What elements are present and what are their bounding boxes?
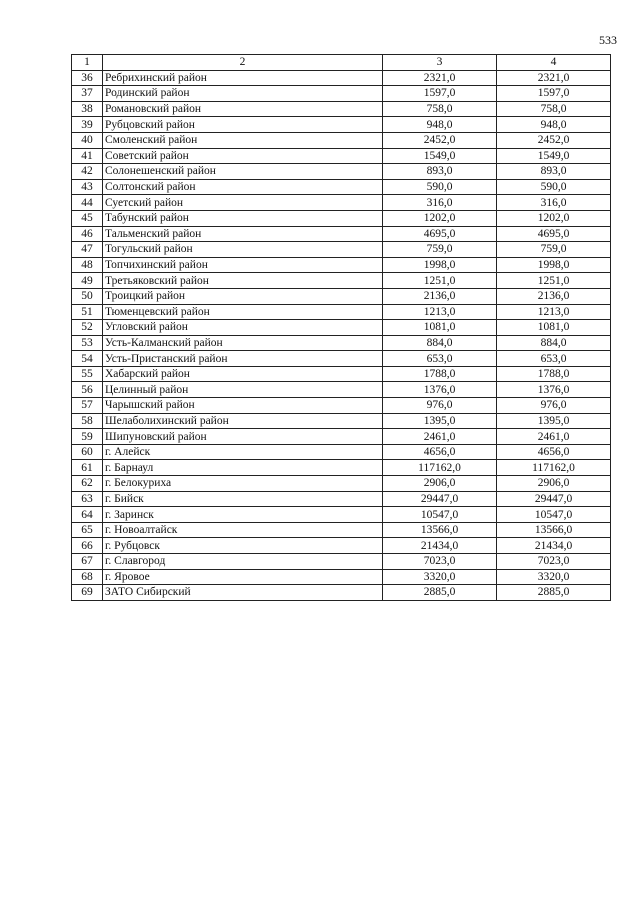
value-col-3: 1788,0: [383, 366, 497, 382]
value-col-3: 4695,0: [383, 226, 497, 242]
table-row: [72, 273, 611, 289]
district-name: ЗАТО Сибирский: [103, 585, 383, 601]
district-name: Родинский район: [103, 86, 383, 102]
value-col-3: 21434,0: [383, 538, 497, 554]
value-col-3: 2885,0: [383, 585, 497, 601]
value-col-3: 2452,0: [383, 132, 497, 148]
row-number: 65: [72, 522, 103, 538]
value-col-3: 2136,0: [383, 288, 497, 304]
district-name: г. Белокуриха: [103, 476, 383, 492]
value-col-4: 3320,0: [497, 569, 611, 585]
table-row: [72, 491, 611, 507]
table-row: [72, 70, 611, 86]
value-col-3: 1202,0: [383, 210, 497, 226]
district-name: Рубцовский район: [103, 117, 383, 133]
table-row: [72, 444, 611, 460]
district-name: г. Алейск: [103, 444, 383, 460]
value-col-3: 1549,0: [383, 148, 497, 164]
district-name: Третьяковский район: [103, 273, 383, 289]
district-name: Целинный район: [103, 382, 383, 398]
value-col-4: 1081,0: [497, 320, 611, 336]
table-row: [72, 366, 611, 382]
table-row: [72, 257, 611, 273]
row-number: 45: [72, 210, 103, 226]
district-name: г. Новоалтайск: [103, 522, 383, 538]
value-col-3: 2906,0: [383, 476, 497, 492]
table-row: [72, 288, 611, 304]
row-number: 42: [72, 164, 103, 180]
table-row: [72, 429, 611, 445]
row-number: 39: [72, 117, 103, 133]
row-number: 40: [72, 132, 103, 148]
header-row: [72, 55, 611, 71]
district-name: Ребрихинский район: [103, 70, 383, 86]
table-row: [72, 382, 611, 398]
value-col-3: 893,0: [383, 164, 497, 180]
value-col-4: 759,0: [497, 242, 611, 258]
district-name: г. Яровое: [103, 569, 383, 585]
value-col-4: 29447,0: [497, 491, 611, 507]
district-name: Усть-Калманский район: [103, 335, 383, 351]
row-number: 48: [72, 257, 103, 273]
table-row: [72, 101, 611, 117]
district-name: Табунский район: [103, 210, 383, 226]
district-name: г. Бийск: [103, 491, 383, 507]
row-number: 61: [72, 460, 103, 476]
row-number: 69: [72, 585, 103, 601]
table-row: [72, 335, 611, 351]
row-number: 36: [72, 70, 103, 86]
value-col-4: 10547,0: [497, 507, 611, 523]
value-col-4: 2136,0: [497, 288, 611, 304]
row-number: 62: [72, 476, 103, 492]
row-number: 68: [72, 569, 103, 585]
district-name: г. Рубцовск: [103, 538, 383, 554]
table-row: [72, 304, 611, 320]
value-col-4: 13566,0: [497, 522, 611, 538]
row-number: 66: [72, 538, 103, 554]
value-col-4: 1376,0: [497, 382, 611, 398]
row-number: 51: [72, 304, 103, 320]
table-row: [72, 210, 611, 226]
value-col-4: 590,0: [497, 179, 611, 195]
row-number: 54: [72, 351, 103, 367]
value-col-4: 316,0: [497, 195, 611, 211]
value-col-3: 653,0: [383, 351, 497, 367]
table-row: [72, 538, 611, 554]
district-name: Тогульский район: [103, 242, 383, 258]
value-col-3: 1213,0: [383, 304, 497, 320]
value-col-3: 759,0: [383, 242, 497, 258]
table-row: [72, 413, 611, 429]
district-name: г. Барнаул: [103, 460, 383, 476]
table-row: [72, 351, 611, 367]
value-col-3: 13566,0: [383, 522, 497, 538]
value-col-3: 1998,0: [383, 257, 497, 273]
district-name: Хабарский район: [103, 366, 383, 382]
value-col-3: 29447,0: [383, 491, 497, 507]
table-row: [72, 522, 611, 538]
value-col-3: 2461,0: [383, 429, 497, 445]
row-number: 64: [72, 507, 103, 523]
value-col-4: 2321,0: [497, 70, 611, 86]
value-col-4: 948,0: [497, 117, 611, 133]
table-row: [72, 476, 611, 492]
table-row: [72, 398, 611, 414]
table-row: [72, 320, 611, 336]
table-row: [72, 117, 611, 133]
row-number: 47: [72, 242, 103, 258]
table-row: [72, 569, 611, 585]
table-row: [72, 554, 611, 570]
value-col-4: 1202,0: [497, 210, 611, 226]
table-row: [72, 132, 611, 148]
row-number: 55: [72, 366, 103, 382]
value-col-4: 758,0: [497, 101, 611, 117]
value-col-3: 4656,0: [383, 444, 497, 460]
district-name: Усть-Пристанский район: [103, 351, 383, 367]
value-col-3: 1081,0: [383, 320, 497, 336]
value-col-3: 590,0: [383, 179, 497, 195]
district-name: Топчихинский район: [103, 257, 383, 273]
row-number: 57: [72, 398, 103, 414]
table-row: [72, 226, 611, 242]
column-header-4: 4: [497, 55, 611, 71]
district-name: Троицкий район: [103, 288, 383, 304]
value-col-3: 10547,0: [383, 507, 497, 523]
district-name: Шелаболихинский район: [103, 413, 383, 429]
district-name: г. Заринск: [103, 507, 383, 523]
value-col-4: 1788,0: [497, 366, 611, 382]
table-row: [72, 148, 611, 164]
table-body: [72, 70, 611, 600]
column-header-2: 2: [103, 55, 383, 71]
value-col-3: 117162,0: [383, 460, 497, 476]
district-name: Солонешенский район: [103, 164, 383, 180]
value-col-4: 893,0: [497, 164, 611, 180]
value-col-3: 1251,0: [383, 273, 497, 289]
value-col-3: 758,0: [383, 101, 497, 117]
table-row: [72, 164, 611, 180]
row-number: 52: [72, 320, 103, 336]
row-number: 58: [72, 413, 103, 429]
row-number: 43: [72, 179, 103, 195]
district-name: Солтонский район: [103, 179, 383, 195]
value-col-4: 21434,0: [497, 538, 611, 554]
row-number: 53: [72, 335, 103, 351]
data-table: [71, 54, 611, 601]
value-col-3: 884,0: [383, 335, 497, 351]
row-number: 50: [72, 288, 103, 304]
value-col-3: 948,0: [383, 117, 497, 133]
value-col-4: 653,0: [497, 351, 611, 367]
row-number: 59: [72, 429, 103, 445]
value-col-3: 1597,0: [383, 86, 497, 102]
row-number: 44: [72, 195, 103, 211]
page-number: 533: [599, 33, 617, 47]
row-number: 41: [72, 148, 103, 164]
value-col-4: 7023,0: [497, 554, 611, 570]
row-number: 38: [72, 101, 103, 117]
value-col-4: 1395,0: [497, 413, 611, 429]
table-row: [72, 179, 611, 195]
value-col-4: 2461,0: [497, 429, 611, 445]
column-header-1: 1: [72, 55, 103, 71]
table-row: [72, 507, 611, 523]
value-col-3: 1376,0: [383, 382, 497, 398]
table-row: [72, 195, 611, 211]
district-name: Смоленский район: [103, 132, 383, 148]
value-col-3: 3320,0: [383, 569, 497, 585]
district-name: Чарышский район: [103, 398, 383, 414]
table-row: [72, 460, 611, 476]
value-col-4: 1251,0: [497, 273, 611, 289]
district-name: Суетский район: [103, 195, 383, 211]
value-col-4: 4695,0: [497, 226, 611, 242]
row-number: 37: [72, 86, 103, 102]
district-name: Романовский район: [103, 101, 383, 117]
value-col-4: 1549,0: [497, 148, 611, 164]
value-col-4: 117162,0: [497, 460, 611, 476]
value-col-3: 976,0: [383, 398, 497, 414]
district-name: Тюменцевский район: [103, 304, 383, 320]
column-header-3: 3: [383, 55, 497, 71]
district-name: Шипуновский район: [103, 429, 383, 445]
row-number: 67: [72, 554, 103, 570]
row-number: 46: [72, 226, 103, 242]
value-col-4: 976,0: [497, 398, 611, 414]
value-col-4: 1597,0: [497, 86, 611, 102]
district-name: Советский район: [103, 148, 383, 164]
value-col-4: 2885,0: [497, 585, 611, 601]
table-row: [72, 585, 611, 601]
value-col-3: 2321,0: [383, 70, 497, 86]
value-col-4: 2906,0: [497, 476, 611, 492]
table-row: [72, 86, 611, 102]
value-col-4: 4656,0: [497, 444, 611, 460]
row-number: 60: [72, 444, 103, 460]
district-name: Угловский район: [103, 320, 383, 336]
value-col-4: 1998,0: [497, 257, 611, 273]
value-col-4: 1213,0: [497, 304, 611, 320]
value-col-4: 884,0: [497, 335, 611, 351]
district-name: Тальменский район: [103, 226, 383, 242]
district-name: г. Славгород: [103, 554, 383, 570]
row-number: 63: [72, 491, 103, 507]
value-col-3: 316,0: [383, 195, 497, 211]
value-col-3: 1395,0: [383, 413, 497, 429]
row-number: 56: [72, 382, 103, 398]
row-number: 49: [72, 273, 103, 289]
table-row: [72, 242, 611, 258]
value-col-3: 7023,0: [383, 554, 497, 570]
value-col-4: 2452,0: [497, 132, 611, 148]
